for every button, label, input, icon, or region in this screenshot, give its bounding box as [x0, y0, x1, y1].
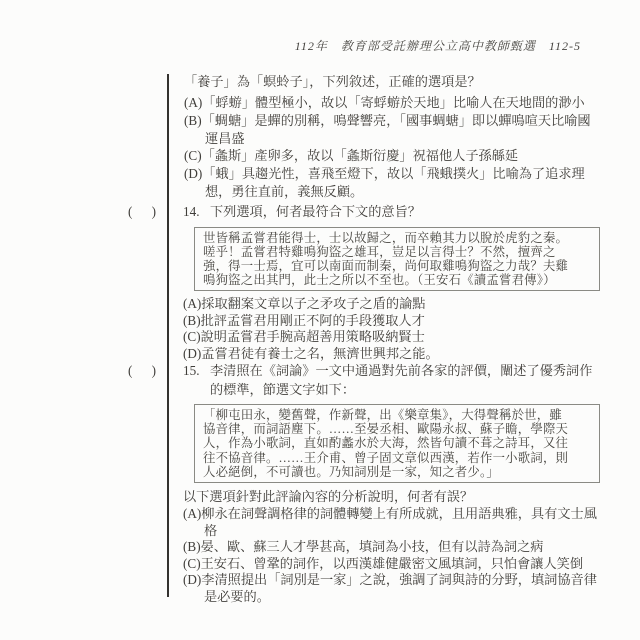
question-header-row: [128, 203, 606, 222]
question-number: 15.: [183, 363, 200, 378]
passage-line: 鳴狗盜之出其門，此士之所以不至也。（王安石《讀孟嘗君傳》）: [203, 273, 556, 288]
option-d: (D)「蛾」具趨光性，喜飛至燈下，故以「飛蛾撲火」比喻為了追求理想，勇往直前，義無反顧。: [184, 166, 585, 199]
option-d: (D)孟嘗君徒有養士之名，無濟世興邦之能。: [183, 345, 439, 361]
passage-box: [194, 227, 600, 292]
answer-blank: ( ): [128, 363, 159, 378]
passage-line: 「柳屯田永，變舊聲，作新聲，出《樂章集》，大得聲稱於世，雖: [203, 408, 562, 422]
option-list: [183, 296, 606, 362]
option-a: (A)採取翻案文章以子之矛攻子之盾的論點: [183, 296, 426, 312]
option-b: (B)「蜩螗」是蟬的別稱，鳴聲響亮，「國事蜩螗」即以蟬鳴喧天比喻國運昌盛: [184, 112, 591, 146]
passage-line: 強，得一士焉，宜可以南面而制秦，尚何取雞鳴狗盜之力哉？夫雞: [203, 258, 569, 273]
question-stem: 下列選項，何者最符合下文的意旨？: [210, 204, 421, 219]
question-body: [183, 227, 606, 363]
passage-line: 人，作為小歌詞，直如酌蠡水於大海，然皆句讀不葺之詩耳，又往: [203, 436, 569, 451]
passage-line: 協音律，而詞語塵下。……至晏丞相、歐陽永叔、蘇子瞻，學際天: [203, 422, 569, 437]
question-number: 14.: [183, 204, 200, 219]
question-header-row: [128, 362, 606, 399]
question-body: [183, 404, 606, 605]
option-list: [184, 94, 596, 201]
option-a: (A)柳永在詞聲調格律的詞體轉變上有所成就，且用語典雅，具有文士風格: [183, 506, 597, 538]
question-14: [128, 203, 606, 362]
option-d: (D)李清照提出「詞別是一家」之說，強調了詞與詩的分野，填詞協音律是必要的。: [183, 572, 597, 604]
question-13-continued: [184, 72, 596, 201]
passage-line: 人必絕倒，不可讀也。乃知詞別是一家，知之者少。」: [203, 464, 499, 479]
passage-line: 世皆稱孟嘗君能得士，士以故歸之，而卒賴其力以脫於虎豹之秦。: [203, 230, 569, 245]
option-c: (C)「螽斯」產卵多，故以「螽斯衍慶」祝福他人子孫緜延: [184, 148, 519, 164]
page-header: 112年 教育部受託辦理公立高中教師甄選 112-5: [294, 39, 581, 53]
question-stem: 李清照在《詞論》一文中通過對先前各家的評價，闡述了優秀詞作的標準，節選文字如下：: [210, 363, 593, 397]
option-c: (C)王安石、曾鞏的詞作，以西漢雄健嚴密文風填詞，只怕會讓人笑倒: [183, 555, 584, 571]
option-b: (B)晏、歐、蘇三人才學甚高，填詞為小技，但有以詩為詞之病: [183, 539, 544, 555]
option-c: (C)說明孟嘗君手腕高超善用策略吸納賢士: [183, 329, 425, 345]
passage-box: [194, 404, 600, 483]
passage-line: 往不協音律。……王介甫、曾子固文章似西漢，若作一小歌詞，則: [203, 450, 569, 465]
answer-blank: ( ): [128, 204, 159, 219]
followup-prompt: 以下選項針對此評論內容的分析說明，何者有誤？: [183, 489, 474, 505]
question-stem: 「養子」為「螟蛉子」，下列敘述，正確的選項是？: [184, 74, 481, 89]
option-a: (A)「蜉蝣」體型極小，故以「寄蜉蝣於天地」比喻人在天地間的渺小: [184, 95, 585, 110]
passage-line: 嗟乎！孟嘗君特雞鳴狗盜之雄耳，豈足以言得士？不然，擅齊之: [203, 244, 556, 259]
option-b: (B)批評孟嘗君用剛正不阿的手段獲取人才: [183, 312, 425, 328]
question-15: [128, 362, 606, 605]
option-list: [183, 506, 606, 605]
